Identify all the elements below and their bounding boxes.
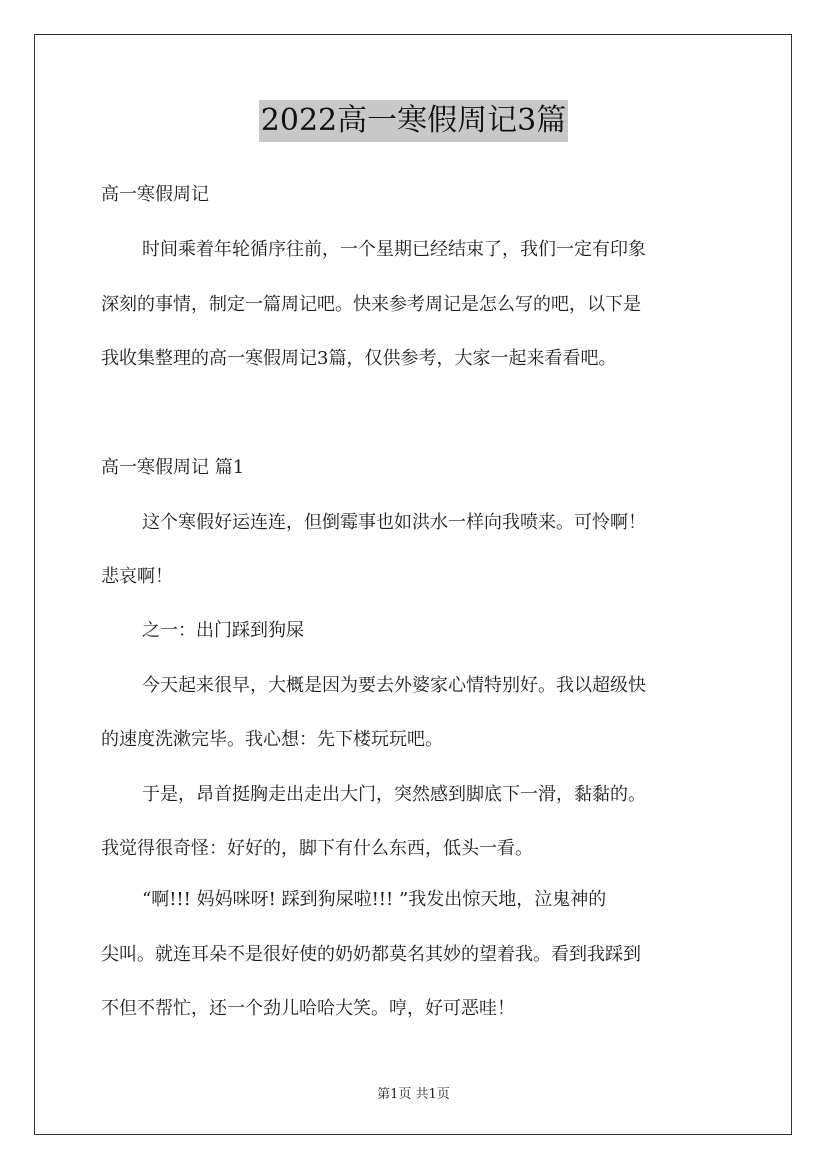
intro-line-2: 深刻的事情，制定一篇周记吧。快来参考周记是怎么写的吧，以下是 [101, 294, 641, 315]
document-title: 2022高一寒假周记3篇 [259, 100, 568, 142]
intro-line-1: 时间乘着年轮循序往前，一个星期已经结束了，我们一定有印象 [142, 239, 646, 260]
paragraph-2-line-1: 之一：出门踩到狗屎 [142, 620, 304, 641]
paragraph-1-line-1: 这个寒假好运连连，但倒霉事也如洪水一样向我喷来。可怜啊！ [142, 512, 646, 533]
section-heading: 高一寒假周记 [101, 184, 209, 205]
paragraph-5-line-1: “啊!!! 妈妈咪呀! 踩到狗屎啦!!! ”我发出惊天地，泣鬼神的 [142, 889, 607, 910]
paragraph-3-line-1: 今天起来很早，大概是因为要去外婆家心情特别好。我以超级快 [142, 675, 646, 696]
paragraph-5-line-2: 尖叫。就连耳朵不是很好使的奶奶都莫名其妙的望着我。看到我踩到 [101, 944, 641, 965]
article-heading: 高一寒假周记 篇1 [101, 457, 245, 478]
paragraph-4-line-2: 我觉得很奇怪：好好的，脚下有什么东西，低头一看。 [101, 838, 533, 859]
title-container [0, 100, 827, 142]
paragraph-5-line-3: 不但不帮忙，还一个劲儿哈哈大笑。哼，好可恶哇！ [101, 998, 515, 1019]
paragraph-3-line-2: 的速度洗漱完毕。我心想：先下楼玩玩吧。 [101, 729, 443, 750]
intro-line-3: 我收集整理的高一寒假周记3篇，仅供参考，大家一起来看看吧。 [101, 348, 617, 369]
paragraph-4-line-1: 于是，昂首挺胸走出走出大门，突然感到脚底下一滑，黏黏的。 [142, 784, 646, 805]
page-footer: 第1页 共1页 [377, 1087, 450, 1102]
paragraph-1-line-2: 悲哀啊！ [101, 566, 173, 587]
